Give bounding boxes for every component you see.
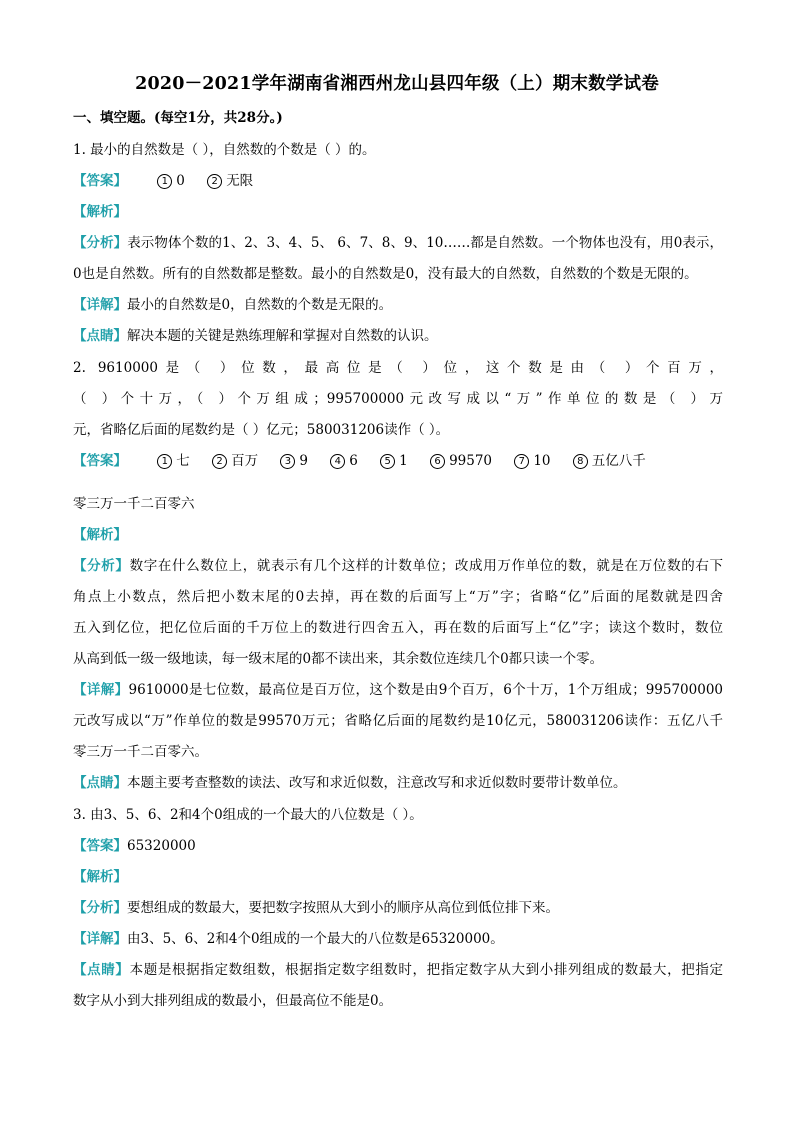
answer-item: 2 无限 xyxy=(207,173,253,189)
answer-item: 2 百万 xyxy=(212,453,258,469)
q3-dianjing-1: 【点睛】本题是根据指定数组数，根据指定数字组数时，把指定数字从大到小排列组成的数最大，把指定 xyxy=(73,962,723,978)
q1-fenxi-1: 【分析】表示物体个数的1、2、3、4、5、 6、7、8、9、10……都是自然数。一个物体也没有，用0表示， xyxy=(73,235,723,251)
circled-number: 6 xyxy=(430,454,445,469)
circled-number: 7 xyxy=(514,454,529,469)
q1-fenxi-2: 0也是自然数。所有的自然数都是整数。最小的自然数是0，没有最大的自然数，自然数的个数是无限的。 xyxy=(73,266,698,282)
q2-answer-cont: 零三万一千二百零六 xyxy=(73,496,195,512)
q1-question: 1. 最小的自然数是（ ），自然数的个数是（ ）的。 xyxy=(73,142,376,158)
circled-number: 2 xyxy=(207,174,222,189)
answer-item: 6 99570 xyxy=(430,453,492,469)
circled-number: 3 xyxy=(280,454,295,469)
answer-tag: 【答案】 xyxy=(73,453,127,469)
circled-number: 4 xyxy=(330,454,345,469)
answer-tag: 【答案】 xyxy=(73,173,127,189)
q3-xiangjie: 【详解】由3、5、6、2和4个0组成的一个最大的八位数是65320000。 xyxy=(73,931,504,947)
q3-question: 3. 由3、5、6、2和4个0组成的一个最大的八位数是（ ）。 xyxy=(73,807,423,823)
page-title: 2020－2021学年湖南省湘西州龙山县四年级（上）期末数学试卷 xyxy=(135,74,659,94)
analysis-tag: 【解析】 xyxy=(73,527,127,543)
q2-xiangjie-1: 【详解】9610000是七位数，最高位是百万位，这个数是由9个百万，6个十万，1个万组成；995700000 xyxy=(73,682,723,698)
q2-fenxi-1: 【分析】数字在什么数位上，就表示有几个这样的计数单位；改成用万作单位的数，就是在万位数的右下 xyxy=(73,558,723,574)
answer-item: 4 6 xyxy=(330,453,358,469)
q3-fenxi: 【分析】要想组成的数最大，要把数字按照从大到小的顺序从高位到低位排下来。 xyxy=(73,900,559,916)
q2-answer-row xyxy=(73,451,723,471)
q2-fenxi-2: 角点上小数点，然后把小数末尾的0去掉，再在数的后面写上“万”字；省略“亿”后面的尾数就是四舍 xyxy=(73,589,723,605)
answer-item: 7 10 xyxy=(514,453,550,469)
q1-answers xyxy=(157,171,271,191)
answer-item: 8 五亿八千 xyxy=(573,453,646,469)
q2-question-1: 2. 9610000是（ ）位数，最高位是（ ）位，这个数是由（ ）个百万， xyxy=(73,360,723,376)
answer-item: 1 0 xyxy=(157,173,185,189)
q1-answer-row xyxy=(73,171,723,191)
q1-dianjing: 【点睛】解决本题的关键是熟练理解和掌握对自然数的认识。 xyxy=(73,328,438,344)
analysis-tag: 【解析】 xyxy=(73,204,127,220)
q2-answers xyxy=(157,451,646,471)
q2-xiangjie-3: 零三万一千二百零六。 xyxy=(73,744,208,760)
q2-fenxi-3: 五入到亿位，把亿位后面的千万位上的数进行四舍五入，再在数的后面写上“亿”字；读这个数时，数位 xyxy=(73,620,723,636)
circled-number: 2 xyxy=(212,454,227,469)
q3-answer-row: 【答案】65320000 xyxy=(73,838,196,854)
answer-item: 5 1 xyxy=(380,453,408,469)
circled-number: 1 xyxy=(157,174,172,189)
section-heading: 一、填空题。(每空1分，共28分。) xyxy=(73,110,283,126)
q1-xiangjie: 【详解】最小的自然数是0，自然数的个数是无限的。 xyxy=(73,297,393,313)
q2-xiangjie-2: 元改写成以“万”作单位的数是99570万元；省略亿后面的尾数约是10亿元，580031206读作：五亿八千 xyxy=(73,713,723,729)
q2-dianjing: 【点睛】本题主要考查整数的读法、改写和求近似数，注意改写和求近似数时要带计数单位。 xyxy=(73,775,627,791)
analysis-tag: 【解析】 xyxy=(73,869,127,885)
answer-item: 3 9 xyxy=(280,453,308,469)
q2-question-2: （ ）个十万，（ ）个万组成；995700000元改写成以“万”作单位的数是（ ）万 xyxy=(73,391,723,407)
circled-number: 5 xyxy=(380,454,395,469)
q3-dianjing-2: 数字从小到大排列组成的数最小，但最高位不能是0。 xyxy=(73,993,393,1009)
q2-question-3: 元，省略亿后面的尾数约是（ ）亿元；580031206读作（ ）。 xyxy=(73,422,450,438)
circled-number: 1 xyxy=(157,454,172,469)
q2-fenxi-4: 从高到低一级一级地读，每一级末尾的0都不读出来，其余数位连续几个0都只读一个零。 xyxy=(73,651,604,667)
circled-number: 8 xyxy=(573,454,588,469)
answer-item: 1 七 xyxy=(157,453,190,469)
